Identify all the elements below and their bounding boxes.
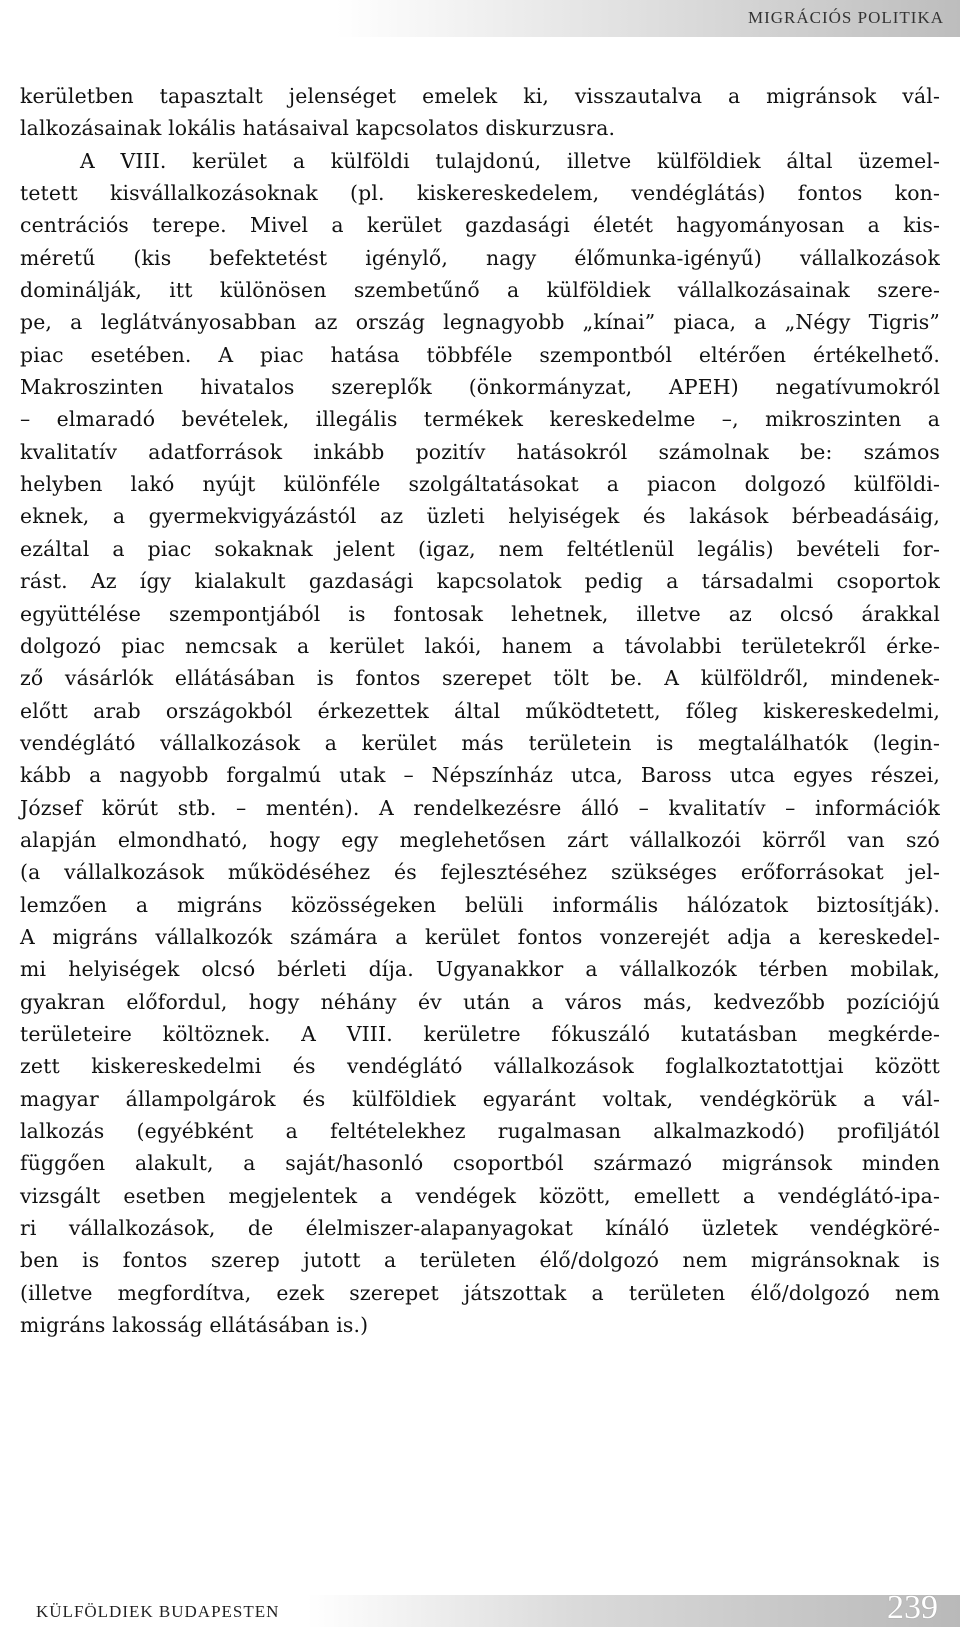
body-line: lemzően a migráns közösségeken belüli informális hálózatok biztosítják). <box>20 892 940 917</box>
body-line: lalkozásainak lokális hatásaival kapcsolatos diskurzusra. <box>20 116 616 141</box>
running-footer-title: KÜLFÖLDIEK BUDAPESTEN <box>36 1602 280 1621</box>
body-line: zett kiskereskedelmi és vendéglátó vállalkozások foglalkoztatottjai között <box>20 1054 940 1079</box>
body-line: vizsgált esetben megjelentek a vendégek között, emellett a vendéglátó-ipa- <box>20 1183 940 1208</box>
body-line: migráns lakosság ellátásában is.) <box>20 1313 369 1338</box>
running-footer <box>0 1589 960 1627</box>
body-text <box>20 80 940 1341</box>
body-line: (illetve megfordítva, ezek szerepet játszottak a területen élő/dolgozó nem <box>20 1280 940 1305</box>
body-line: centrációs terepe. Mivel a kerület gazdasági életét hagyományosan a kis- <box>20 213 940 238</box>
running-header-title: MIGRÁCIÓS POLITIKA <box>747 8 944 27</box>
page-number: 239 <box>887 1589 938 1626</box>
body-line: Makroszinten hivatalos szereplők (önkormányzat, APEH) negatívumokról <box>20 375 940 400</box>
body-line: kerületben tapasztalt jelenséget emelek ki, visszautalva a migránsok vál- <box>20 84 940 108</box>
body-line: ző vásárlók ellátásában is fontos szerepet tölt be. A külföldről, mindenek- <box>20 666 940 691</box>
body-line: magyar állampolgárok és külföldiek egyaránt voltak, vendégkörük a vál- <box>20 1086 940 1111</box>
body-line: vendéglátó vállalkozások a kerület más területein is megtalálhatók (legin- <box>20 730 940 755</box>
body-line: kább a nagyobb forgalmú utak – Népszínház utca, Baross utca egyes részei, <box>20 763 940 788</box>
body-line: pe, a leglátványosabban az ország legnagyobb „kínai” piaca, a „Négy Tigris” <box>20 310 940 335</box>
body-line: méretű (kis befektetést igénylő, nagy élőmunka-igényű) vállalkozások <box>20 245 940 270</box>
body-line: dominálják, itt különösen szembetűnő a külföldiek vállalkozásainak szere- <box>20 278 940 303</box>
body-line: tetett kisvállalkozásoknak (pl. kiskereskedelem, vendéglátás) fontos kon- <box>20 181 940 206</box>
body-line: dolgozó piac nemcsak a kerület lakói, hanem a távolabbi területekről érke- <box>20 633 940 658</box>
body-line: lalkozás (egyébként a feltételekhez rugalmasan alkalmazkodó) profiljától <box>20 1119 940 1143</box>
body-line: függően alakult, a saját/hasonló csoportból származó migránsok minden <box>20 1151 940 1176</box>
body-line: eknek, a gyermekvigyázástól az üzleti helyiségek és lakások bérbeadásáig, <box>20 504 940 529</box>
body-line: rást. Az így kialakult gazdasági kapcsolatok pedig a társadalmi csoportok <box>20 569 940 594</box>
body-line: József körút stb. – mentén). A rendelkezésre álló – kvalitatív – információk <box>20 795 940 820</box>
body-line: ri vállalkozások, de élelmiszer-alapanyagokat kínáló üzletek vendégköré- <box>20 1216 940 1241</box>
body-line: (a vállalkozások működéséhez és fejlesztéséhez szükséges erőforrásokat jel- <box>20 860 940 885</box>
body-line: A migráns vállalkozók számára a kerület fontos vonzerejét adja a kereskedel- <box>20 924 940 949</box>
body-line: gyakran előfordul, hogy néhány év után a város más, kedvezőbb pozíciójú <box>20 989 940 1014</box>
running-header <box>0 0 960 37</box>
body-line: piac esetében. A piac hatása többféle szempontból eltérően értékelhető. <box>20 342 940 367</box>
body-line: A VIII. kerület a külföldi tulajdonú, illetve külföldiek által üzemel- <box>80 148 940 173</box>
body-line: ezáltal a piac sokaknak jelent (igaz, nem feltétlenül legális) bevételi for- <box>20 536 940 561</box>
body-line: mi helyiségek olcsó bérleti díja. Ugyanakkor a vállalkozók térben mobilak, <box>20 957 940 982</box>
body-line: kvalitatív adatforrások inkább pozitív hatásokról számolnak be: számos <box>20 439 940 464</box>
body-line: helyben lakó nyújt különféle szolgáltatásokat a piacon dolgozó külföldi- <box>20 472 940 497</box>
body-line: területeire költöznek. A VIII. kerületre fókuszáló kutatásban megkérde- <box>20 1021 940 1046</box>
body-line: ben is fontos szerep jutott a területen élő/dolgozó nem migránsoknak is <box>20 1248 940 1273</box>
body-line: – elmaradó bevételek, illegális termékek kereskedelme –, mikroszinten a <box>20 407 940 432</box>
body-line: előtt arab országokból érkezettek által működtetett, főleg kiskereskedelmi, <box>20 698 940 723</box>
body-line: alapján elmondható, hogy egy meglehetősen zárt vállalkozói körről van szó <box>20 827 940 852</box>
body-line: együttélése szempontjából is fontosak lehetnek, illetve az olcsó árakkal <box>20 601 940 626</box>
